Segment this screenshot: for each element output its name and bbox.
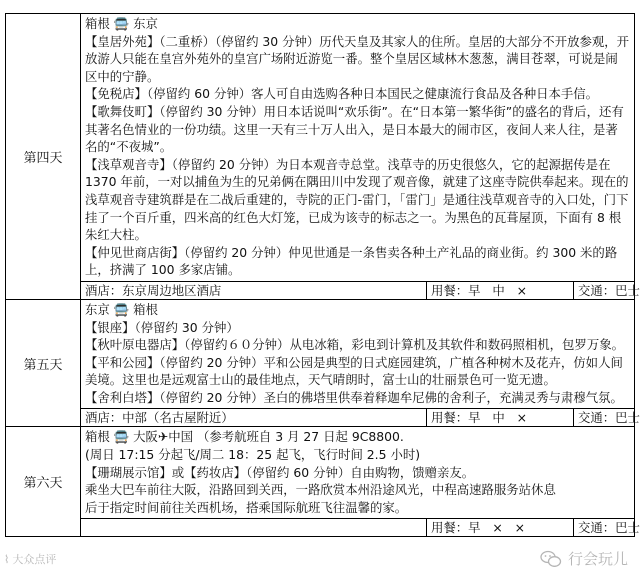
paragraph: 【仲见世商店街】（停留约 20 分钟）仲见世通是一条售卖各种土产礼品的商业街。约 300 米的路上，挤满了 100 多家店铺。 [85, 244, 618, 278]
paragraph: 【珊瑚展示馆】或【药妆店】（停留约 60 分钟）自由购物，馈赠亲友。 [85, 464, 475, 480]
paragraph: 后于指定时间前往关西机场，搭乘国际航班飞往温馨的家。 [85, 499, 408, 515]
transport: 交通：巴士 [578, 410, 640, 426]
watermark-left [4, 551, 56, 567]
day-label: 第六天 [6, 427, 81, 537]
transport: 交通：巴士 [578, 282, 640, 298]
meals: 用餐：早 中 × [427, 282, 574, 299]
day-label: 第四天 [6, 14, 81, 300]
paragraph: (周日 17:15 分起飞/周二 18：25 起飞，飞行时间 2.5 小时) [85, 447, 421, 463]
day-content [81, 299, 640, 427]
hotel [81, 519, 427, 536]
paragraph: 【皇居外苑】（二重桥）（停留约 30 分钟）历代天皇及其家人的住所。皇居的大部分不开放参观，开放游人只能在皇宫外苑外的皇宫广场附近游览一番。整个皇居区域林木葱葱，满目苍翠，可说是闹区中的宁静。 [85, 33, 630, 84]
day-content [81, 14, 640, 300]
day-label: 第五天 [6, 299, 81, 427]
meals: 用餐：早 × × [427, 519, 574, 536]
route: 箱根 🚍 大阪✈中国 （参考航班自 3 月 27 日起 9C8800. [85, 429, 404, 445]
paragraph: 【舍利白塔】（停留约 20 分钟）圣白的佛塔里供奉着释迦牟尼佛的舍利子，充满灵秀与肃穆气氛。 [85, 389, 623, 405]
paragraph: 【平和公园】（停留约 20 分钟）平和公园是典型的日式庭园建筑，广植各种树木及花卉，仿如人间美境。这里也是远观富士山的最佳地点，天气晴朗时，富士山的壮丽景色可一览无遗。 [85, 354, 623, 388]
paragraph: 【秋叶原电器店】（停留约６０分钟）从电冰箱，彩电到计算机及其软件和数码照相机，包罗万象。 [85, 337, 624, 353]
day-row [6, 427, 635, 537]
day-row [6, 14, 635, 300]
route: 东京 🚍 箱根 [85, 301, 158, 317]
hotel: 酒店：中部（名古屋附近） [81, 409, 427, 426]
transport: 交通：巴士 [578, 520, 640, 536]
paragraph: 【歌舞伎町】（停留约 30 分钟）用日本话说叫“欢乐街”。在“日本第一繁华街”的盛名的背后，还有其著名色情业的一份功绩。这里一天有三十万人出入，是日本最大的闹市区，夜间人来人往，是著名的“不夜城”。 [85, 103, 624, 155]
paragraph: 【免税店】（停留约 60 分钟）客人可自由选购各种日本国民之健康流行食品及各种日本手信。 [85, 86, 599, 102]
paragraph: 【银座】（停留约 30 分钟） [85, 319, 239, 335]
day-content [81, 427, 640, 537]
watermark-right [540, 548, 628, 569]
paragraph: 乘坐大巴车前往大阪，沿路回到关西，一路欣赏本州沿途风光，中程高速路服务站休息 [85, 482, 556, 498]
itinerary-table [5, 13, 640, 537]
day-footer [81, 281, 640, 299]
meals: 用餐：早 中 × [427, 409, 574, 426]
watermark-left-text: 大众点评 [12, 553, 57, 566]
wechat-icon [540, 550, 562, 568]
day-footer [81, 408, 640, 426]
route: 箱根 🚍 东京 [85, 16, 158, 31]
day-row [6, 299, 635, 427]
watermark-right-text: 行会玩儿 [567, 550, 628, 568]
paragraph: 【浅草观音寺】（停留约 20 分钟）为日本观音寺总堂。浅草寺的历史很悠久，它的起源据传是在 1370 年前，一对以捕鱼为生的兄弟俩在隅田川中发现了观音像，就建了这座寺院供奉起来。现在的浅草观音寺建筑群是在二战后重建的，寺院的正门-雷门，「雷门」是通往浅草观音寺的入口处，门下挂了一个百斤重，四米高的红色大灯笼，已成为该寺的标志之一。为黑色的瓦葺屋顶，下面有 8 根朱红大柱。 [85, 156, 629, 243]
hotel: 酒店：东京周边地区酒店 [81, 282, 427, 299]
day-footer [81, 518, 640, 536]
dianping-icon: ⌇ [4, 552, 10, 566]
